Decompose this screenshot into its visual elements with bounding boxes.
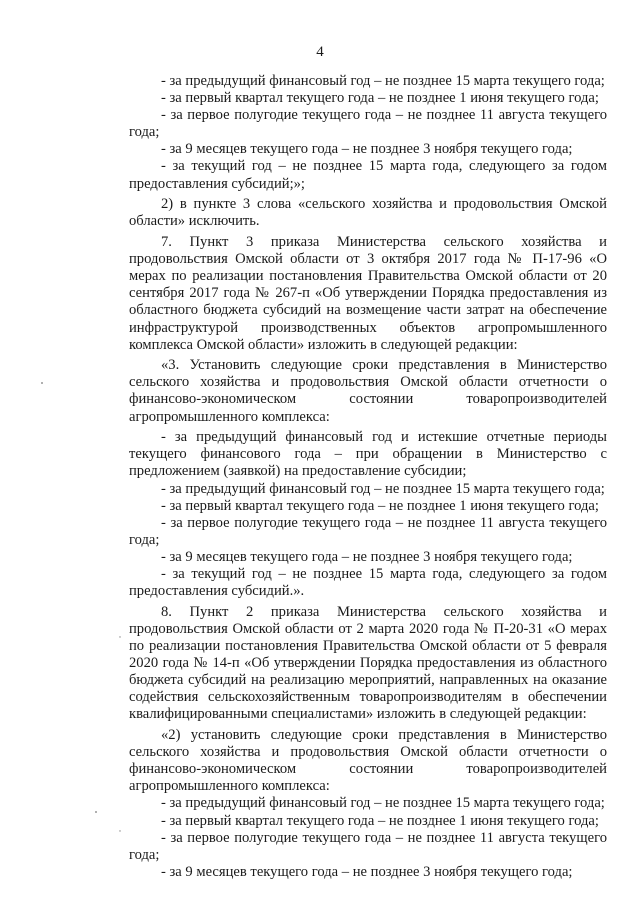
paragraph-item-7: 7. Пункт 3 приказа Министерства сельского хозяйства и продовольствия Омской области от 3 октября 2017 года № П-17-96 «О мерах по реализации постановления Правительства Омской области от 20 сентября 2017 года № 267-п «Об утверждении Порядка предоставления из областного бюджета субсидий на возмещение части затрат на обеспечение инфраструктурой производственных объектов агропромышленного комплекса Омской области» изложить в следующей редакции:: [129, 234, 607, 353]
paragraph-clause-3-intro: «3. Установить следующие сроки представления в Министерство сельского хозяйства и продовольствия Омской области отчетности о финансово-экономическом состоянии товаропроизводителей агропромышленного комплекса:: [129, 357, 607, 425]
paragraph-half-year-deadline: - за первое полугодие текущего года – не позднее 11 августа текущего года;: [129, 107, 607, 141]
document-body: [129, 73, 607, 881]
paragraph-application-deadline: - за предыдущий финансовый год и истекшие отчетные периоды текущего финансового года – при обращении в Министерство с предложением (заявкой) на предоставление субсидии;: [129, 429, 607, 480]
paragraph-half-year-deadline: - за первое полугодие текущего года – не позднее 11 августа текущего года;: [129, 829, 607, 863]
paragraph-item-8: 8. Пункт 2 приказа Министерства сельского хозяйства и продовольствия Омской области от 2 марта 2020 года № П-20-31 «О мерах по реализации постановления Правительства Омской области от 5 февраля 2020 года № 14-п «Об утверждении Порядка предоставления из областного бюджета субсидий на реализацию мероприятий, направленных на оказание содействия сельскохозяйственным товаропроизводителям в обеспечении квалифицированными специалистами» изложить в следующей редакции:: [129, 603, 607, 723]
page-number: 4: [316, 44, 324, 60]
paragraph-first-quarter-deadline: - за первый квартал текущего года – не позднее 1 июня текущего года;: [161, 812, 599, 829]
paragraph-current-year-deadline: - за текущий год – не позднее 15 марта года, следующего за годом предоставления субсидий;»;: [129, 158, 607, 192]
paragraph-nine-months-deadline: - за 9 месяцев текущего года – не позднее 3 ноября текущего года;: [161, 141, 573, 158]
paragraph-nine-months-deadline: - за 9 месяцев текущего года – не позднее 3 ноября текущего года;: [161, 863, 573, 880]
paragraph-current-year-deadline: - за текущий год – не позднее 15 марта года, следующего за годом предоставления субсидий.».: [129, 566, 607, 600]
paragraph-item-2-amendment: 2) в пункте 3 слова «сельского хозяйства и продовольствия Омской области» исключить.: [129, 196, 607, 230]
paragraph-prev-year-deadline: - за предыдущий финансовый год – не позднее 15 марта текущего года;: [161, 795, 605, 812]
paragraph-prev-year-deadline: - за предыдущий финансовый год – не позднее 15 марта текущего года;: [161, 480, 605, 497]
paragraph-first-quarter-deadline: - за первый квартал текущего года – не позднее 1 июня текущего года;: [161, 90, 599, 107]
paragraph-half-year-deadline: - за первое полугодие текущего года – не позднее 11 августа текущего года;: [129, 514, 607, 548]
paragraph-clause-2-intro: «2) установить следующие сроки представления в Министерство сельского хозяйства и продовольствия Омской области отчетности о финансово-экономическом состоянии товаропроизводителей агропромышленного комплекса:: [129, 727, 607, 795]
paragraph-nine-months-deadline: - за 9 месяцев текущего года – не позднее 3 ноября текущего года;: [161, 548, 573, 565]
paragraph-first-quarter-deadline: - за первый квартал текущего года – не позднее 1 июня текущего года;: [161, 497, 599, 514]
paragraph-prev-year-deadline: - за предыдущий финансовый год – не позднее 15 марта текущего года;: [161, 73, 605, 89]
